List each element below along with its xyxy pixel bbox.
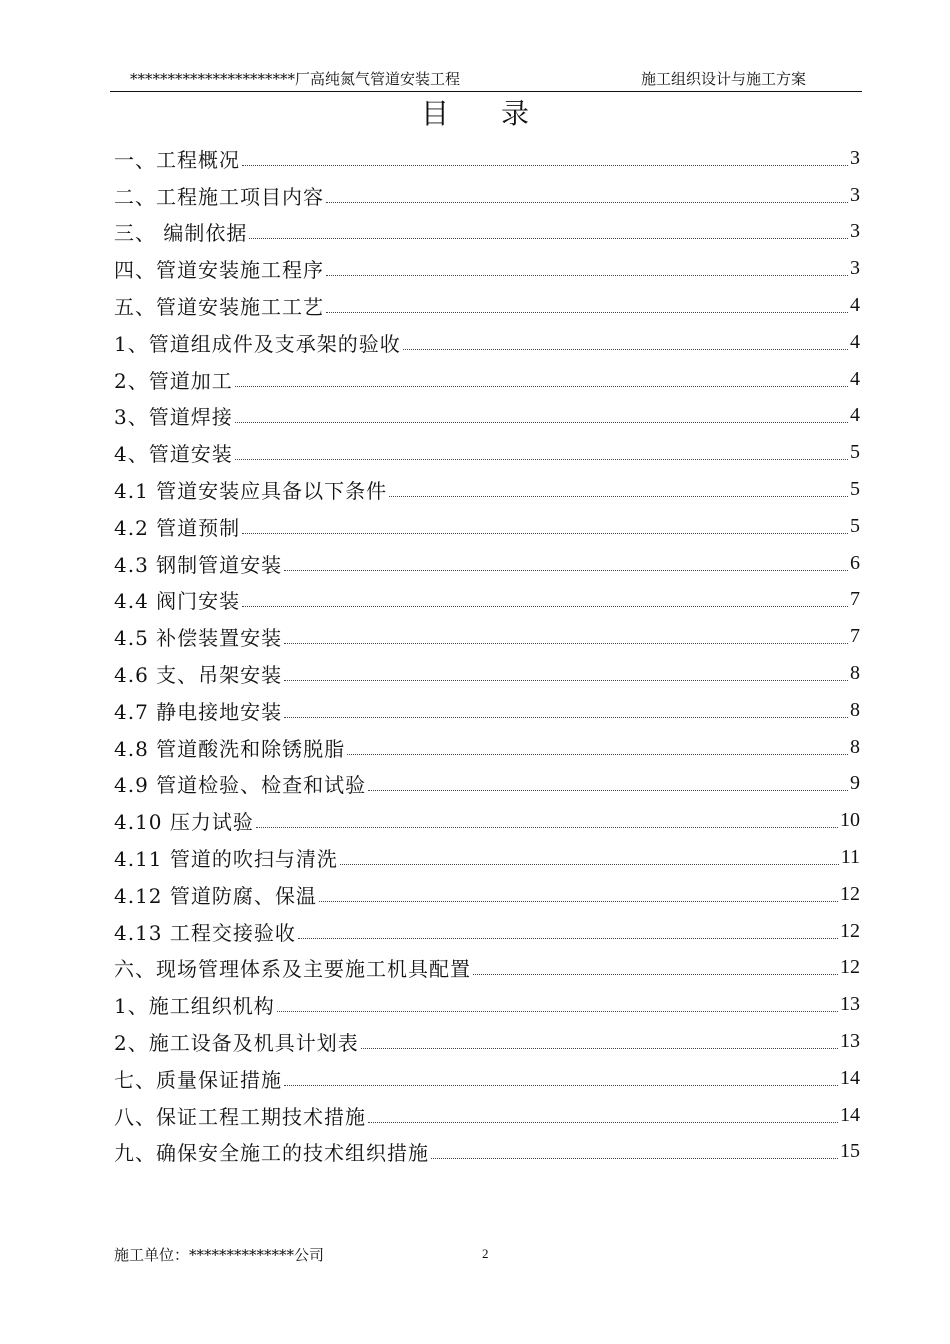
toc-dot-leader [284,680,848,681]
toc-dot-leader [249,238,848,239]
toc-entry[interactable] [114,545,860,582]
toc-entry-page: 6 [850,551,860,574]
toc-entry-page: 12 [840,882,860,905]
toc-entry-label: 四、管道安装施工程序 [114,258,324,283]
toc-dot-leader [235,386,848,387]
toc-entry-label: 4.9 管道检验、检查和试验 [114,773,367,798]
toc-entry-label: 1、管道组成件及支承架的验收 [114,331,401,356]
toc-dot-leader [326,202,848,203]
toc-entry-label: 4.3 钢制管道安装 [114,552,283,577]
table-of-contents [114,140,860,1170]
toc-dot-leader [298,938,838,939]
toc-entry[interactable] [114,140,860,177]
toc-entry-page: 3 [850,183,860,206]
toc-entry-page: 14 [840,1066,860,1089]
toc-entry[interactable] [114,1060,860,1097]
toc-dot-leader [389,496,848,497]
toc-entry[interactable] [114,398,860,435]
toc-entry-label: 4.13 工程交接验收 [114,920,296,945]
toc-entry-page: 7 [850,625,860,648]
toc-entry-label: 4.8 管道酸洗和除锈脱脂 [114,736,346,761]
toc-entry-page: 5 [850,514,860,537]
toc-entry[interactable] [114,177,860,214]
toc-entry[interactable] [114,361,860,398]
toc-entry-label: 五、管道安装施工工艺 [114,295,324,320]
toc-entry-page: 14 [840,1103,860,1126]
toc-entry-page: 12 [840,956,860,979]
toc-entry-label: 2、施工设备及机具计划表 [114,1031,359,1056]
footer-company: 施工单位：**************公司 [114,1246,325,1264]
toc-entry-label: 4.7 静电接地安装 [114,699,283,724]
toc-dot-leader [368,790,848,791]
toc-entry[interactable] [114,214,860,251]
toc-entry-label: 4、管道安装 [114,442,233,467]
toc-entry-label: 八、保证工程工期技术措施 [114,1104,366,1129]
toc-entry[interactable] [114,692,860,729]
toc-entry[interactable] [114,986,860,1023]
toc-dot-leader [347,754,848,755]
toc-entry[interactable] [114,324,860,361]
toc-entry-label: 一、工程概况 [114,147,240,172]
toc-entry-label: 七、质量保证措施 [114,1067,282,1092]
toc-dot-leader [473,974,838,975]
toc-dot-leader [242,533,848,534]
toc-entry-label: 4.2 管道预制 [114,515,241,540]
toc-entry-label: 4.1 管道安装应具备以下条件 [114,479,388,504]
toc-entry-page: 4 [850,367,860,390]
toc-dot-leader [242,606,848,607]
toc-entry[interactable] [114,582,860,619]
toc-dot-leader [326,312,848,313]
toc-entry[interactable] [114,729,860,766]
toc-dot-leader [235,459,848,460]
toc-entry-page: 13 [840,1030,860,1053]
toc-entry-page: 11 [840,846,860,869]
toc-entry[interactable] [114,618,860,655]
toc-dot-leader [235,422,848,423]
toc-entry-page: 8 [850,698,860,721]
toc-dot-leader [284,717,848,718]
toc-entry-page: 12 [840,919,860,942]
toc-dot-leader [277,1011,838,1012]
toc-entry-label: 4.12 管道防腐、保温 [114,883,317,908]
toc-dot-leader [326,275,848,276]
toc-dot-leader [284,643,848,644]
toc-entry-page: 7 [850,588,860,611]
header-project-title: **********************厂高纯氮气管道安装工程 [130,70,461,88]
toc-entry[interactable] [114,508,860,545]
toc-entry-label: 二、工程施工项目内容 [114,184,324,209]
toc-entry-label: 三、 编制依据 [114,221,248,246]
toc-entry[interactable] [114,434,860,471]
toc-entry[interactable] [114,250,860,287]
toc-entry-page: 15 [840,1140,860,1163]
toc-dot-leader [256,827,838,828]
toc-dot-leader [319,901,838,902]
toc-dot-leader [242,165,848,166]
toc-entry-page: 5 [850,441,860,464]
toc-entry-page: 9 [850,772,860,795]
toc-entry-label: 4.4 阀门安装 [114,589,241,614]
toc-dot-leader [368,1122,838,1123]
toc-entry-page: 10 [840,809,860,832]
toc-dot-leader [361,1048,838,1049]
toc-entry[interactable] [114,950,860,987]
toc-entry-page: 5 [850,478,860,501]
toc-entry-page: 4 [850,330,860,353]
toc-entry[interactable] [114,802,860,839]
toc-entry-page: 3 [850,257,860,280]
toc-entry-label: 2、管道加工 [114,368,233,393]
toc-entry-label: 4.6 支、吊架安装 [114,663,283,688]
toc-entry-label: 六、现场管理体系及主要施工机具配置 [114,957,471,982]
toc-entry[interactable] [114,1097,860,1134]
toc-dot-leader [284,570,848,571]
toc-entry-page: 4 [850,404,860,427]
toc-entry-page: 3 [850,146,860,169]
toc-dot-leader [403,349,848,350]
toc-dot-leader [431,1158,838,1159]
toc-entry-page: 8 [850,662,860,685]
toc-entry[interactable] [114,766,860,803]
toc-entry-label: 4.10 压力试验 [114,810,254,835]
footer-page-number: 2 [482,1246,489,1261]
toc-entry[interactable] [114,1134,860,1171]
toc-entry-page: 8 [850,735,860,758]
toc-entry-label: 4.11 管道的吹扫与清洗 [114,847,338,872]
toc-entry[interactable] [114,839,860,876]
toc-entry[interactable] [114,876,860,913]
toc-entry-page: 4 [850,294,860,317]
toc-entry[interactable] [114,655,860,692]
toc-entry[interactable] [114,913,860,950]
toc-entry[interactable] [114,471,860,508]
toc-entry[interactable] [114,1023,860,1060]
toc-entry-label: 3、管道焊接 [114,405,233,430]
toc-entry-label: 4.5 补偿装置安装 [114,626,283,651]
toc-heading: 目录 [420,97,581,130]
toc-entry-label: 九、确保安全施工的技术组织措施 [114,1141,429,1166]
header-document-title: 施工组织设计与施工方案 [641,70,807,88]
toc-entry-page: 13 [840,993,860,1016]
toc-entry-page: 3 [850,220,860,243]
toc-entry-label: 1、施工组织机构 [114,994,275,1019]
toc-entry[interactable] [114,287,860,324]
toc-dot-leader [340,864,839,865]
toc-dot-leader [284,1085,838,1086]
